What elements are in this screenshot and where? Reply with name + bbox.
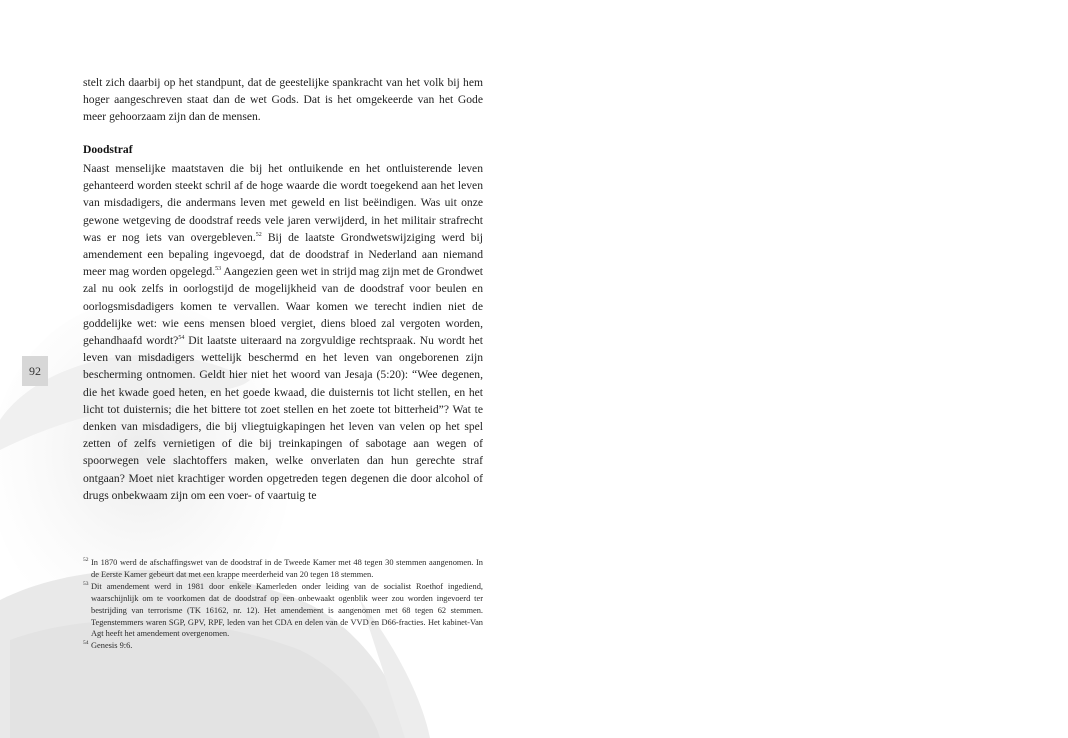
footnote-number: 54 (83, 640, 89, 647)
footnotes (83, 557, 483, 652)
footnote-text: Genesis 9:6. (91, 641, 133, 651)
paragraph-2-text-c: Aangezien geen wet in strijd mag zijn met de Grondwet zal nu ook zelfs in oorlogstijd de mogelijkheid van de doodstraf voor beulen en oorlogsmisdadigers komen te vervallen. Waar komen we terecht indien niet de goddelijke wet: wie eens mensen bloed vergiet, diens bloed zal vergoten worden, gehandhaafd wordt? (83, 265, 483, 348)
footnote-reference: 54 (178, 335, 185, 342)
footnote-number: 53 (83, 580, 89, 587)
footnote-number: 52 (83, 557, 89, 563)
footnote-text: In 1870 werd de afschaffingswet van de doodstraf in de Tweede Kamer met 48 tegen 30 stemmen aangenomen. In de Eerste Kamer gebeurt dat met een krappe meerderheid van 20 tegen 18 stemmen. (91, 558, 483, 579)
footnote-reference: 53 (215, 266, 222, 273)
section-heading: Doodstraf (83, 143, 133, 156)
footnote (83, 581, 483, 641)
body-paragraph-2 (83, 160, 483, 504)
body-paragraph-1: stelt zich daarbij op het standpunt, dat de geestelijke spankracht van het volk bij hem hoger aangeschreven staat dan de wet Gods. Dat is het omgekeerde van het Gode meer gehoorzaam zijn dan de mensen. (83, 76, 483, 124)
page-number: 92 (22, 356, 48, 386)
footnote-text: Dit amendement werd in 1981 door enkele Kamerleden onder leiding van de socialist Roethof ingediend, waarschijnlijk om te voorkomen dat de doodstraf op een onbewaakt ogenblik weer zou worden ingevoerd ter bestrijding van terrorisme (TK 16162, nr. 12). Het amendement is aangenomen met 68 tegen 62 stemmen. Tegenstemmers waren SGP, GPV, RPF, leden van het CDA en delen van de VVD en D66-fracties. Het kabinet-Van Agt heeft het amendement overgenomen. (91, 581, 483, 639)
footnote-reference: 52 (255, 231, 262, 238)
footnote (83, 557, 483, 581)
paragraph-2-text-a: Naast menselijke maatstaven die bij het ontluikende en het ontluisterende leven gehanteerd worden steekt schril af de hoge waarde die wordt toegekend aan het leven van misdadigers, die andermans leven met geweld en list beëindigen. Was uit onze gewone wetgeving de doodstraf reeds vele jaren verwijderd, in het militair strafrecht was er nog iets van overgebleven. (83, 162, 483, 244)
paragraph-2-text-b: Bij de laatste Grondwetswijziging werd bij amendement een bepaling ingevoegd, dat de doodstraf in Nederland aan niemand meer mag worden opgelegd. (83, 230, 483, 279)
paragraph-2-text-d: Dit laatste uiteraard na zorgvuldige rechtspraak. Nu wordt het leven van misdadigers wettelijk beschermd en het leven van ongeborenen zijn bescherming ontnomen. Geldt hier niet het woord van Jesaja (5:20): “Wee degenen, die het kwade goed heten, en het goede kwaad, die duisternis tot licht stellen, en het licht tot duisternis; die het bittere tot zoet stellen en het zoete tot bitterheid”? Wat te denken van misdadigers, die bij vliegtuigkapingen het leven van velen op het spel zetten of zelfs vernietigen of die bij treinkapingen of sabotage aan wegen of spoorwegen vele slachtoffers maken, welke onverlaten dan hun gerechte straf ontgaan? Moet niet krachtiger worden opgetreden tegen degenen die door alcohol of drugs onbekwaam zijn om een voer- of vaartuig te (83, 334, 483, 502)
footnote (83, 640, 483, 652)
